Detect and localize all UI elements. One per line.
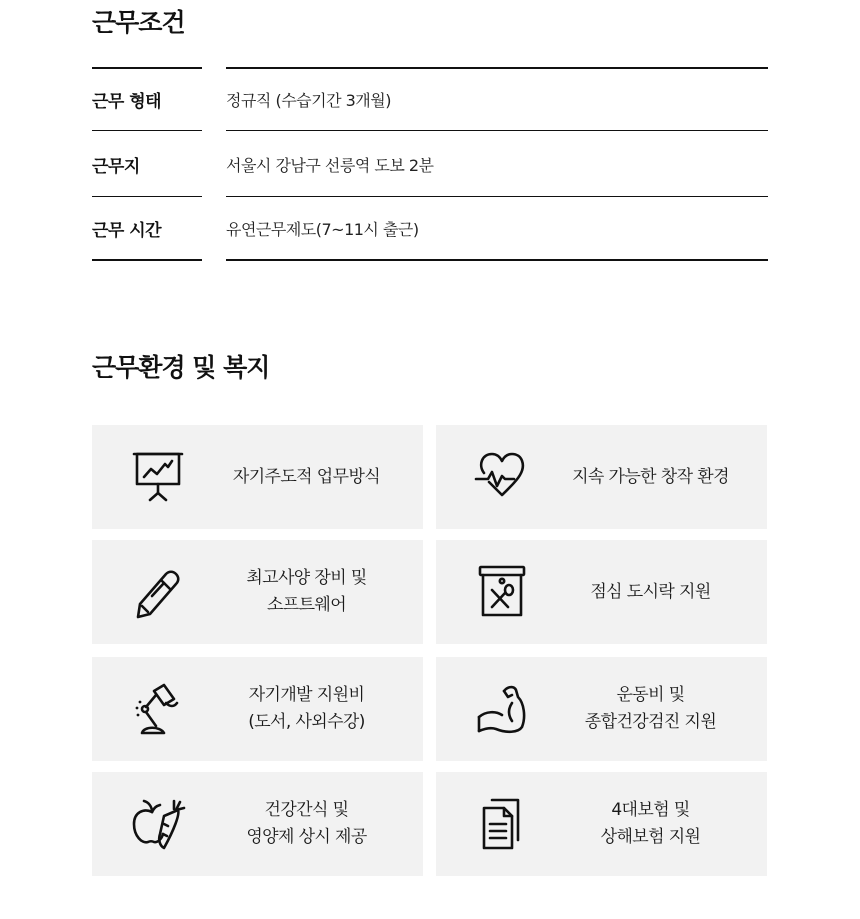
condition-row-hours	[92, 197, 768, 261]
benefit-line: 점심 도시락 지원	[590, 581, 711, 602]
benefit-card-self-directed	[92, 425, 423, 529]
desk-lamp-icon	[130, 681, 186, 737]
benefit-line: 종합건강검진 지원	[584, 712, 717, 732]
benefit-text	[202, 540, 411, 644]
benefit-line: 4대보험 및	[611, 800, 690, 820]
benefit-card-exercise-health	[436, 657, 767, 761]
benefit-card-sustainable-environment	[436, 425, 767, 529]
benefit-line: 운동비 및	[616, 685, 685, 705]
benefit-line: 지속 가능한 창작 환경	[572, 466, 729, 487]
benefit-line: 상해보험 지원	[600, 827, 701, 847]
condition-value: 유연근무제도(7~11시 출근)	[226, 197, 768, 261]
condition-row-location	[92, 133, 768, 197]
benefit-card-snacks	[92, 772, 423, 876]
benefit-text	[202, 425, 411, 529]
muscle-arm-icon	[474, 681, 530, 737]
condition-label: 근무 형태	[92, 67, 202, 131]
benefit-text	[202, 657, 411, 761]
benefit-card-lunch	[436, 540, 767, 644]
condition-row-employment-type	[92, 67, 768, 131]
benefit-line: (도서, 사외수강)	[248, 712, 365, 732]
benefit-text	[546, 425, 755, 529]
benefit-text	[546, 657, 755, 761]
benefit-line: 최고사양 장비 및	[246, 568, 367, 588]
documents-icon	[474, 796, 530, 852]
benefit-line: 자기개발 지원비	[248, 685, 365, 705]
condition-value: 정규직 (수습기간 3개월)	[226, 67, 768, 131]
condition-label: 근무지	[92, 133, 202, 197]
benefit-line: 자기주도적 업무방식	[232, 466, 381, 487]
benefit-line: 영양제 상시 제공	[246, 827, 367, 847]
benefit-line: 소프트웨어	[266, 595, 347, 615]
benefit-text	[546, 772, 755, 876]
benefit-card-insurance	[436, 772, 767, 876]
benefit-card-equipment	[92, 540, 423, 644]
condition-value: 서울시 강남구 선릉역 도보 2분	[226, 133, 768, 197]
lunch-bag-icon	[474, 564, 530, 620]
condition-label: 근무 시간	[92, 197, 202, 261]
heart-pulse-icon	[474, 449, 530, 505]
benefits-title: 근무환경 및 복지	[92, 353, 270, 382]
benefit-text	[546, 540, 755, 644]
apple-carrot-icon	[130, 796, 186, 852]
benefit-text	[202, 772, 411, 876]
conditions-title: 근무조건	[92, 8, 185, 37]
pencil-icon	[130, 564, 186, 620]
benefit-line: 건강간식 및	[264, 800, 349, 820]
benefit-card-self-development	[92, 657, 423, 761]
presentation-chart-icon	[130, 449, 186, 505]
